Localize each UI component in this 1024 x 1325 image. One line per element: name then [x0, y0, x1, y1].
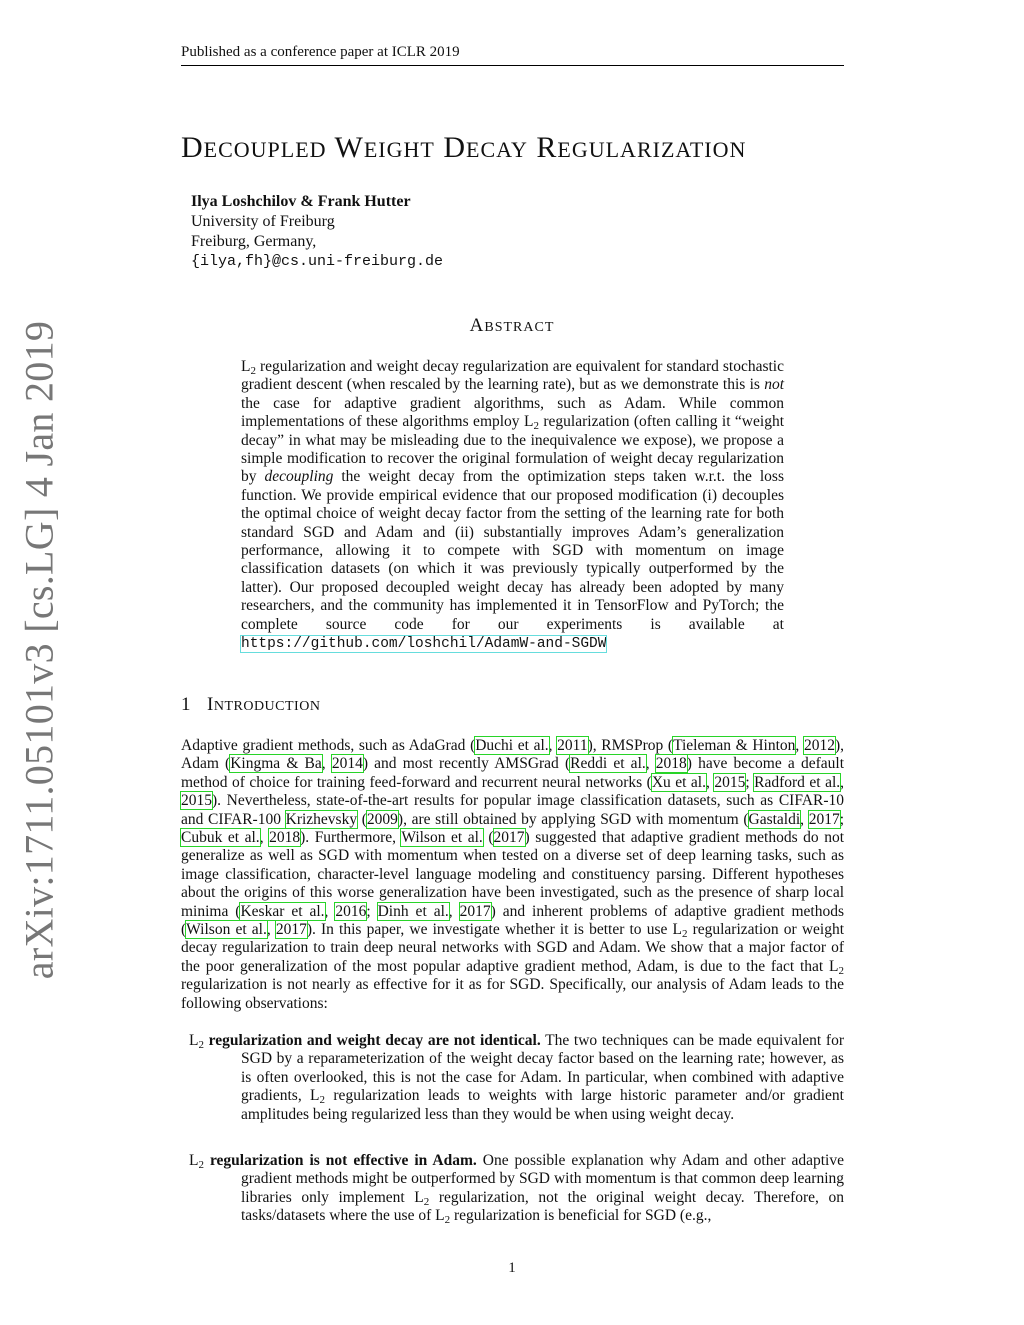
intro-sep: ,: [448, 902, 460, 920]
title-w4-first: R: [536, 131, 558, 164]
title-w2-first: W: [334, 131, 364, 164]
intro-sep: ,: [795, 737, 804, 754]
intro-sep: ,: [800, 810, 809, 828]
obs-l: L: [189, 1032, 199, 1049]
citation-link[interactable]: Wilson et al.: [401, 829, 483, 847]
obs-sub: 2: [319, 1094, 326, 1107]
intro-sep: ;: [839, 810, 845, 828]
title-w2-rest: EIGHT: [363, 137, 435, 162]
author-email[interactable]: {ilya,fh}@cs.uni-freiburg.de: [191, 253, 444, 270]
citation-link[interactable]: 2014: [331, 755, 363, 773]
citation-link[interactable]: 2015: [181, 792, 212, 810]
obs-text: regularization, not the original weight decay. Therefore, on tasks/datasets where the use of L: [241, 1188, 844, 1225]
citation-link[interactable]: 2017: [493, 829, 525, 847]
citation-link[interactable]: Radford et al.: [754, 773, 841, 791]
intro-text: Adaptive gradient methods, such as AdaGrad (: [181, 737, 476, 754]
intro-text: ), RMSProp (: [587, 737, 674, 754]
observation-lead: [189, 1152, 477, 1169]
author-names: Ilya Loshchilov & Frank Hutter: [191, 193, 411, 210]
obs-text: regularization leads to weights with large historic parameter and/or gradient amplitudes being regularized less than they would be when using weight decay.: [241, 1087, 844, 1123]
abs-sub-2: 2: [533, 420, 539, 433]
abs-sub: 2: [250, 365, 256, 377]
citation-link[interactable]: Reddi et al.: [570, 755, 646, 773]
citation-link[interactable]: 2011: [557, 737, 588, 754]
intro-sep: ,: [321, 755, 332, 773]
abstract-body: [241, 358, 784, 654]
section-title-first: I: [207, 694, 214, 715]
citation-link[interactable]: 2017: [275, 921, 307, 939]
abs-l: L: [241, 358, 251, 375]
abs-p3: regularization (often calling it “weight decay” in what may be misleading due to the inequivalence we expose), we propose a simple modification to recover the original formulation of weight decay regularization by: [241, 413, 784, 486]
author-location: Freiburg, Germany,: [191, 233, 317, 250]
intro-text: ), are still obtained by applying SGD with momentum (: [397, 810, 749, 828]
intro-text: regularization is not nearly as effective for it as for SGD. Specifically, our analysis of Adam leads to the following observations:: [181, 976, 844, 1012]
intro-sep: (: [357, 810, 367, 828]
arxiv-sidebar-identifier: [14, 320, 64, 980]
github-link[interactable]: https://github.com/loshchil/AdamW-and-SGDW: [241, 636, 607, 653]
intro-sep: ,: [645, 755, 656, 773]
obs-text: The two techniques can be made equivalent for SGD by a reparameterization of the weight decay factor based on the learning rate; however, as is often overlooked, this is not the case for Adam. In particular, when combined with adaptive gradients, L: [241, 1032, 845, 1105]
intro-sub: 2: [838, 964, 844, 977]
intro-sep: ;: [745, 773, 755, 791]
section-number: 1: [181, 694, 191, 715]
title-w3-rest: ECAY: [466, 137, 528, 162]
title-w1-first: D: [181, 131, 204, 164]
obs-sub: 2: [198, 1039, 204, 1051]
citation-link[interactable]: 2018: [655, 755, 687, 773]
intro-text: ), Adam (: [181, 737, 844, 773]
abstract-heading: [0, 315, 1024, 337]
intro-sep: ,: [840, 773, 845, 791]
citation-link[interactable]: Keskar et al.: [240, 902, 325, 920]
obs-bold: regularization is not effective in Adam.: [203, 1152, 477, 1169]
citation-link[interactable]: 2012: [803, 737, 835, 754]
author-block: [191, 192, 443, 272]
intro-text: ) and most recently AMSGrad (: [362, 755, 571, 773]
intro-sep: (: [482, 829, 494, 847]
citation-link[interactable]: Gastaldi: [748, 810, 801, 828]
intro-sep: ,: [548, 737, 558, 754]
page-number: 1: [508, 1260, 516, 1276]
title-w4-rest: EGULARIZATION: [557, 137, 747, 162]
obs-text: One possible explanation why Adam and other adaptive gradient methods might be outperformed by SGD with momentum is that common deep learning libraries only implement L: [241, 1152, 844, 1206]
abs-decoupling: decoupling: [264, 468, 334, 486]
intro-text: ). In this paper, we investigate whether it is better to use L: [306, 921, 682, 939]
citation-link[interactable]: 2009: [366, 810, 398, 828]
section-title-rest: NTRODUCTION: [213, 699, 321, 714]
intro-sep: ,: [705, 773, 715, 791]
citation-link[interactable]: Wilson et al.: [186, 921, 267, 939]
intro-sep: ;: [366, 902, 378, 920]
obs-bold: regularization and weight decay are not identical.: [203, 1032, 541, 1049]
arxiv-id-text: arXiv:1711.05101v3 [cs.LG] 4 Jan 2019: [16, 320, 62, 980]
intro-text: ). Nevertheless, state-of-the-art results for popular image classification datasets, such as CIFAR-10 and CIFAR-100: [181, 792, 844, 828]
intro-text: ) suggested that adaptive gradient methods do not generalize as well as SGD with momentum when tested on a diverse set of deep learning tasks, such as image classification, character-level language modeling and constituency parsing. Different hypotheses about the origins of this worse generalization have been investigated, such as the presence of sharp local minima (: [181, 829, 845, 920]
citation-link[interactable]: Dinh et al.: [377, 902, 449, 920]
author-affiliation: University of Freiburg: [191, 213, 335, 230]
intro-text: ) have become a default method of choice for training feed-forward and recurrent neural networks (: [181, 755, 844, 791]
abs-p1: regularization and weight decay regularization are equivalent for standard stochastic gradient descent (when rescaled by the learning rate), but as we demonstrate this is: [241, 358, 784, 394]
title-w3-first: D: [443, 131, 467, 164]
paper-title: [181, 131, 746, 165]
intro-text: regularization or weight decay regularization to train deep neural networks with SGD and Adam. We show that a major factor of the poor generalization of the most popular adaptive gradient method, Adam, is due to the fact that L: [181, 921, 844, 975]
obs-sub: 2: [423, 1195, 430, 1208]
abs-p4: the weight decay from the optimization steps taken w.r.t. the loss function. We provide empirical evidence that our proposed modification (i) decouples the optimal choice of weight decay factor from the setting of the learning rate for both standard SGD and Adam and (ii) substantially improves Adam’s generalization performance, allowing it to compete with SGD with momentum on image classification datasets (on which it was previously typically outperformed by the latter). Our proposed decoupled weight decay has already been adopted by many researchers, and the community has implemented it in TensorFlow and PyTorch; the complete source code for our experiments is available at: [241, 468, 784, 633]
citation-link[interactable]: 2018: [269, 829, 301, 847]
citation-link[interactable]: Cubuk et al.: [181, 829, 260, 847]
observation-item-1: [189, 1032, 845, 1124]
section-heading-introduction: [181, 694, 320, 716]
citation-link[interactable]: Tieleman & Hinton: [673, 737, 796, 754]
observation-lead: [189, 1032, 541, 1049]
intro-sep: ,: [324, 902, 336, 920]
running-header: Published as a conference paper at ICLR 2019: [181, 44, 844, 66]
intro-text: ). Furthermore,: [300, 829, 402, 847]
intro-sep: ,: [266, 921, 276, 939]
intro-sep: ,: [259, 829, 270, 847]
citation-link[interactable]: 2017: [459, 902, 491, 920]
citation-link[interactable]: Xu et al.: [651, 773, 706, 791]
abstract-heading-first: A: [469, 315, 485, 336]
obs-text: regularization is beneficial for SGD (e.g.,: [450, 1207, 712, 1225]
citation-link[interactable]: 2015: [714, 773, 746, 791]
obs-sub: 2: [444, 1214, 451, 1227]
intro-sub: 2: [681, 928, 688, 941]
introduction-paragraph: [181, 737, 844, 1013]
citation-link[interactable]: Krizhevsky: [285, 810, 358, 828]
abs-not: not: [764, 376, 784, 394]
citation-link[interactable]: 2017: [808, 810, 840, 828]
citation-link[interactable]: Duchi et al.: [475, 737, 549, 754]
abstract-heading-rest: BSTRACT: [484, 320, 555, 335]
abs-p2: the case for adaptive gradient algorithms, such as Adam. While common implementations of these algorithms employ L: [241, 394, 784, 431]
intro-text: ) and inherent problems of adaptive gradient methods (: [181, 902, 844, 939]
obs-sub: 2: [198, 1159, 204, 1171]
title-w1-rest: ECOUPLED: [203, 137, 327, 162]
observation-item-2: [189, 1152, 844, 1227]
citation-link[interactable]: Kingma & Ba: [230, 755, 322, 773]
citation-link[interactable]: 2016: [335, 902, 367, 920]
obs-l: L: [189, 1152, 199, 1169]
